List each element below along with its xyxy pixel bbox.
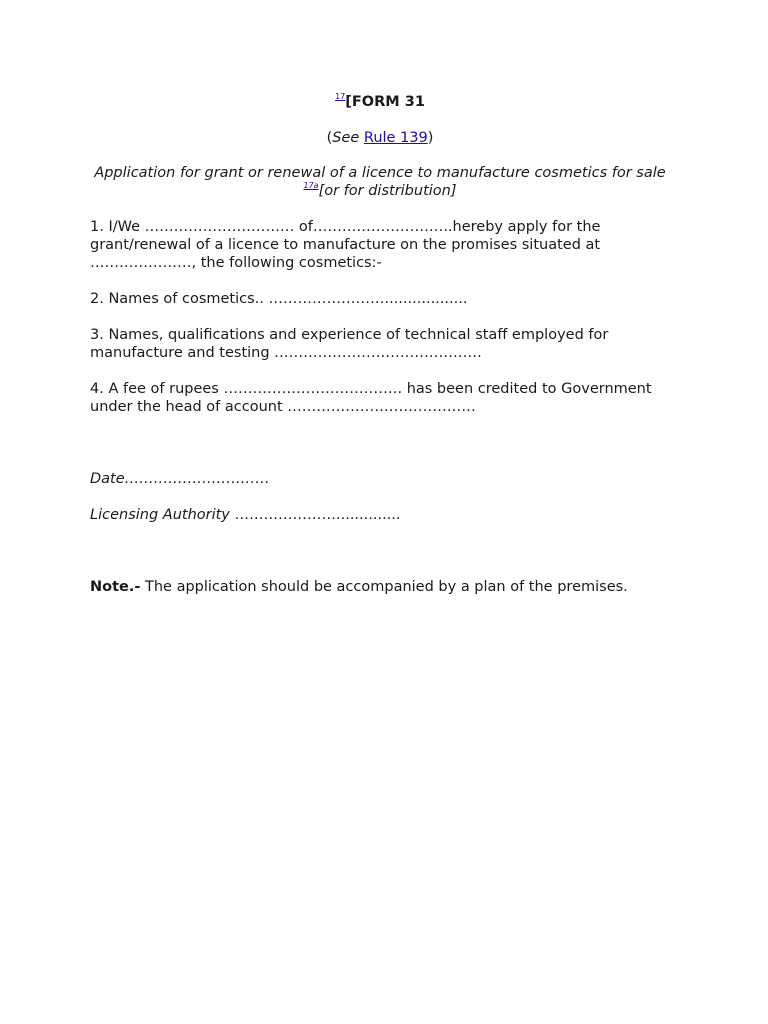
form-title — [90, 92, 670, 112]
note-label: Note.- — [90, 579, 141, 595]
footnote-17-link[interactable]: 17 — [335, 92, 346, 101]
see-rule-line — [90, 128, 670, 148]
note-text: The application should be accompanied by a plan of the premises. — [140, 579, 628, 595]
date-line: Date………………………… — [90, 471, 270, 487]
licensing-authority-dots: ………………….............. — [229, 507, 401, 523]
licensing-authority-label: Licensing Authority — [90, 507, 230, 523]
rule-139-link[interactable]: Rule 139 — [363, 130, 428, 146]
note-line — [90, 578, 670, 596]
paragraph-1: 1. I/We …………………………. of………………………..hereby apply for the grant/renewal of a licence to manufacture on the promises situated at …………………, the following cosmetics:- — [90, 219, 601, 271]
form-subtitle — [90, 164, 670, 200]
paragraph-3: 3. Names, qualifications and experience of technical staff employed for manufacture and testing ……………………………………. — [90, 327, 609, 361]
see-open-paren: ( — [326, 130, 333, 146]
footnote-17a-link[interactable]: 17a — [303, 181, 319, 190]
form-title-text: [FORM 31 — [345, 94, 425, 110]
see-close-paren: ) — [427, 130, 434, 146]
paragraph-4: 4. A fee of rupees ………………………………. has been credited to Government under the head of account ………………………………… — [90, 381, 652, 415]
subtitle-text: Application for grant or renewal of a licence to manufacture cosmetics for sale — [94, 165, 666, 181]
see-label: See — [332, 130, 360, 146]
paragraph-2: 2. Names of cosmetics.. …………………….................. — [90, 291, 468, 307]
subtitle-tail: [or for distribution] — [318, 183, 457, 199]
licensing-authority-line — [90, 506, 670, 524]
form-document — [90, 92, 670, 596]
